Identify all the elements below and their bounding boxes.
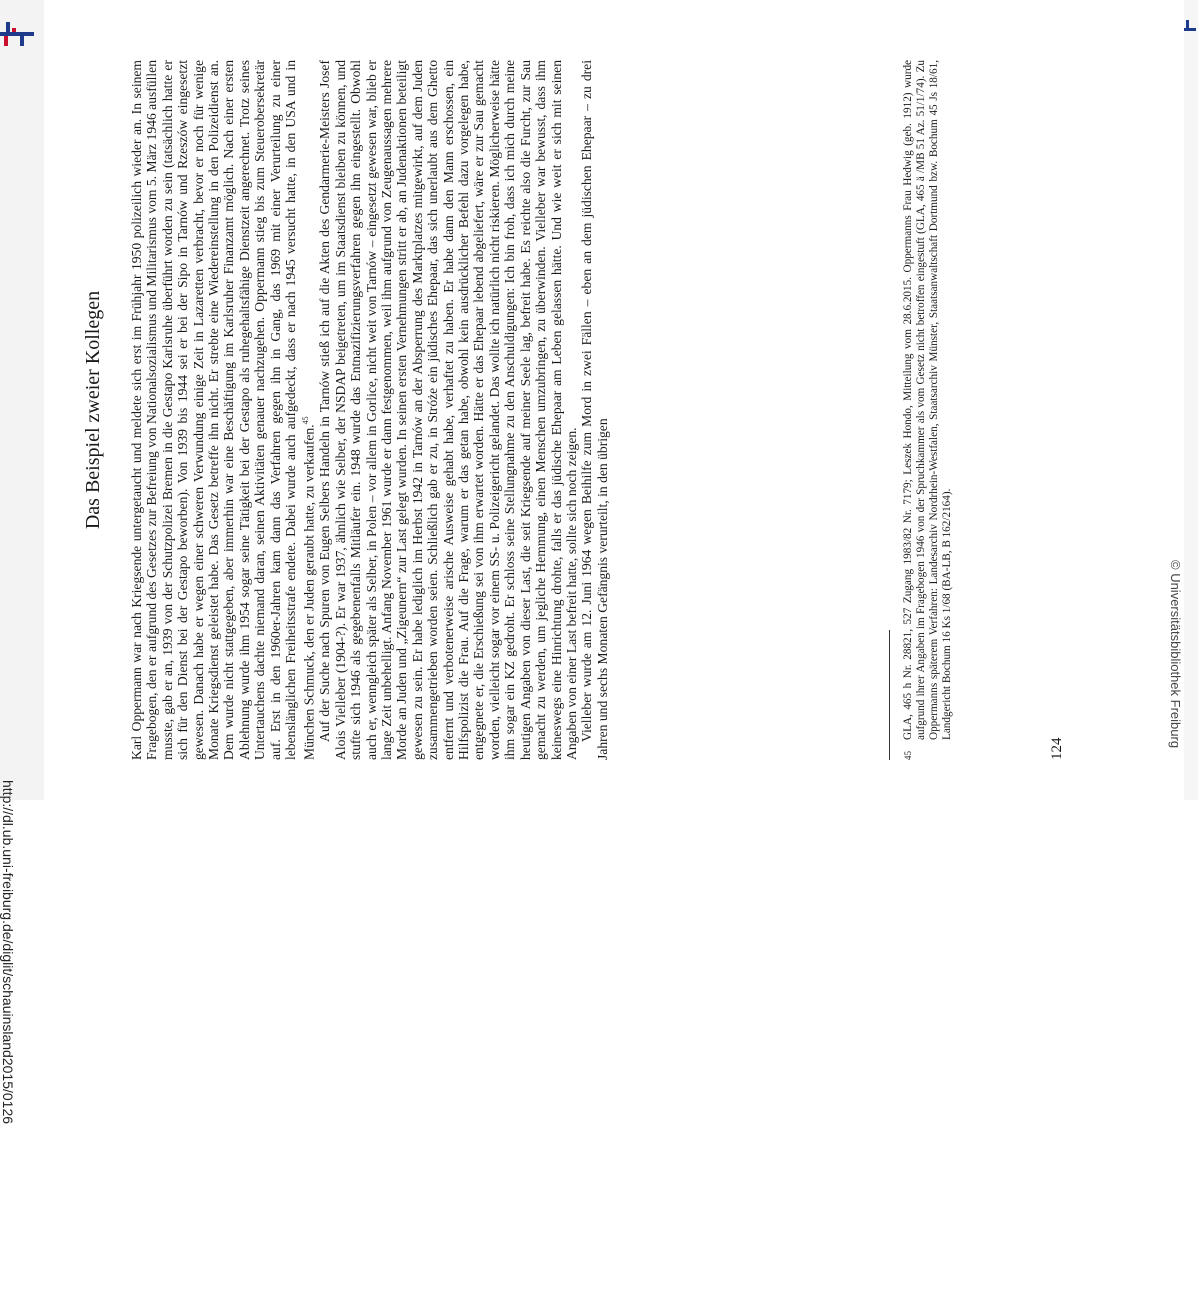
page-number: 124 <box>1049 737 1065 760</box>
running-title: Das Beispiel zweier Kollegen <box>82 290 104 530</box>
scanned-page <box>44 0 1184 800</box>
body-text <box>129 60 610 760</box>
right-margin-strip <box>1184 0 1198 800</box>
copyright-notice: © Universitätsbibliothek Freiburg <box>1168 560 1183 749</box>
paragraph-3: Vielleber wurde am 12. Juni 1964 wegen Beihilfe zum Mord in zwei Fällen – eben an dem jüdischen Ehepaar – zu drei Jahren und sechs Monaten Gefängnis verurteilt, in den übrigen <box>579 60 610 760</box>
footnote-marker: 45 <box>301 416 311 425</box>
library-logo-icon <box>0 18 34 50</box>
paragraph-1: Karl Oppermann war nach Kriegsende untergetaucht und meldete sich erst im Frühjahr 1950 polizeilich wieder an. In seinem Fragebogen, den er aufgrund des Gesetzes zur Befreiung von Nationalsozialismus und Militarismus vom 5. März 1946 ausfüllen musste, gab er an, 1939 von der Schutzpolizei Bremen in die Gestapo Karlsruhe überführt worden zu sein (tatsächlich hatte er sich für den Dienst bei der Gestapo beworben). Von 1939 bis 1944 sei er bei der Sipo in Tarnów und Rzeszów eingesetzt gewesen. Danach habe er wegen einer schweren Verwundung einige Zeit in Lazaretten verbracht, bevor er noch für wenige Monate Kriegsdienst geleistet habe. Das Gesetz betreffe ihn nicht. Er strebte eine Wiedereinstellung in den Polizeidienst an. Dem wurde nicht stattgegeben, aber immerhin war eine Beschäftigung im Karlsruher Finanzamt möglich. Nach einer ersten Ablehnung wurde ihm 1954 sogar seine Tätigkeit bei der Gestapo als ruhegehaltsfähige Dienstzeit angerechnet. Trotz seines Untertauchens dachte niemand daran, seinen Aktivitäten genauer nachzugehen. Oppermann stieg bis zum Steuerobersekretär auf. Erst in den 1960er-Jahren kam dann das Verfahren gegen ihn in Gang, das 1969 mit einer Verurteilung zu einer lebenslänglichen Freiheitsstrafe endete. Dabei wurde auch aufgedeckt, dass er nach 1945 versucht hatte, in den USA und in München Schmuck, den er Juden geraubt hatte, zu verkaufen.$^{45}$ <box>129 60 317 760</box>
library-logo-icon-right <box>1184 18 1196 38</box>
footnote <box>902 60 954 760</box>
left-margin-strip <box>0 0 44 1125</box>
rotated-page-content <box>64 30 1064 790</box>
paragraph-2: Auf der Suche nach Spuren von Eugen Selbers Handeln in Tarnów stieß ich auf die Akten des Gendarmerie-Meisters Josef Alois Vielleber (1904-?). Er war 1937, ähnlich wie Selber, der NSDAP beigetreten, um im Staatsdienst bleiben zu können, und stufte sich 1946 als gegebenenfalls Mitläufer ein. 1948 wurde das Entnazifizierungsverfahren gegen ihn eingestellt. Obwohl auch er, wenngleich später als Selber, in Polen – vor allem in Gorlice, nicht weit von Tarnów – eingesetzt gewesen war, blieb er lange Zeit unbehelligt. Anfang November 1961 wurde er dann festgenommen, weil ihm aufgrund von Zeugenaussagen mehrere Morde an Juden und „Zigeunern“ zur Last gelegt wurden. In seinen ersten Vernehmungen stritt er ab, an Judenaktionen beteiligt gewesen zu sein. Er habe lediglich im Herbst 1942 in Tarnów an der Absperrung des Marktplatzes mitgewirkt, auf dem Juden zusammengetrieben worden seien. Schließlich gab er zu, in Stróże ein jüdisches Ehepaar, das sich unerlaubt aus dem Ghetto entfernt und verbotenerweise arische Ausweise gehabt habe, verhaftet zu haben. Er habe dann den Mann erschossen, ein Hilfspolizist die Frau. Auf die Frage, warum er das getan habe, obwohl kein ausdrücklicher Befehl dazu vorgelegen habe, entgegnete er, die Erschießung sei von ihm erwartet worden. Hätte er das Ehepaar lebend abgeliefert, wäre er zur Sau gemacht worden, vielleicht sogar vor einem SS- u. Polizeigericht gelandet. Das wollte ich natürlich nicht riskieren. Möglicherweise hätte ihm sogar ein KZ gedroht. Er schloss seine Stellungnahme zu den Anschuldigungen: Ich bin froh, dass ich mich durch meine heutigen Angaben von dieser Last, die seit Kriegsende auf meiner Seele lag, befreit habe. Es reichte also die Furcht, zur Sau gemacht zu werden, um jegliche Hemmung, einen Menschen umzubringen, zu überwinden. Vielleber war bewusst, dass ihm keineswegs eine Hinrichtung drohte, falls er das jüdische Ehepaar am Leben gelassen hätte. Und wie weit er sich mit seinen Angaben von einer Last befreit hatte, sollte sich noch zeigen. <box>317 60 579 760</box>
document-url[interactable]: http://dl.ub.uni-freiburg.de/diglit/schauinsland2015/0126 <box>0 780 16 1125</box>
footnote-rule <box>889 630 890 760</box>
footnote-text: GLA, 465 h Nr. 28821, 527 Zugang 1983/82 Nr. 7179; Leszek Hondo, Mitteilung vom 28.6.2015. Oppermanns Frau Hedwig (geb. 1912) wurde aufgrund ihrer Angaben im Fragebogen 1946 von der Spruchkammer als vom Gesetz nicht betroffen eingestuft (GLA, 465 ä /MB 51 Az. 51/1/74). Zu Oppermanns späterem Verfahren: Landesarchiv Nordrhein-Westfalen, Staatsarchiv Münster, Staatsanwaltschaft Dortmund bzw. Bochum 45 Js 18/61, Landgericht Bochum 16 Ks 1/68 (BA-LB, B 162/2164). <box>902 60 953 740</box>
footnote-number: 45 <box>903 751 913 760</box>
